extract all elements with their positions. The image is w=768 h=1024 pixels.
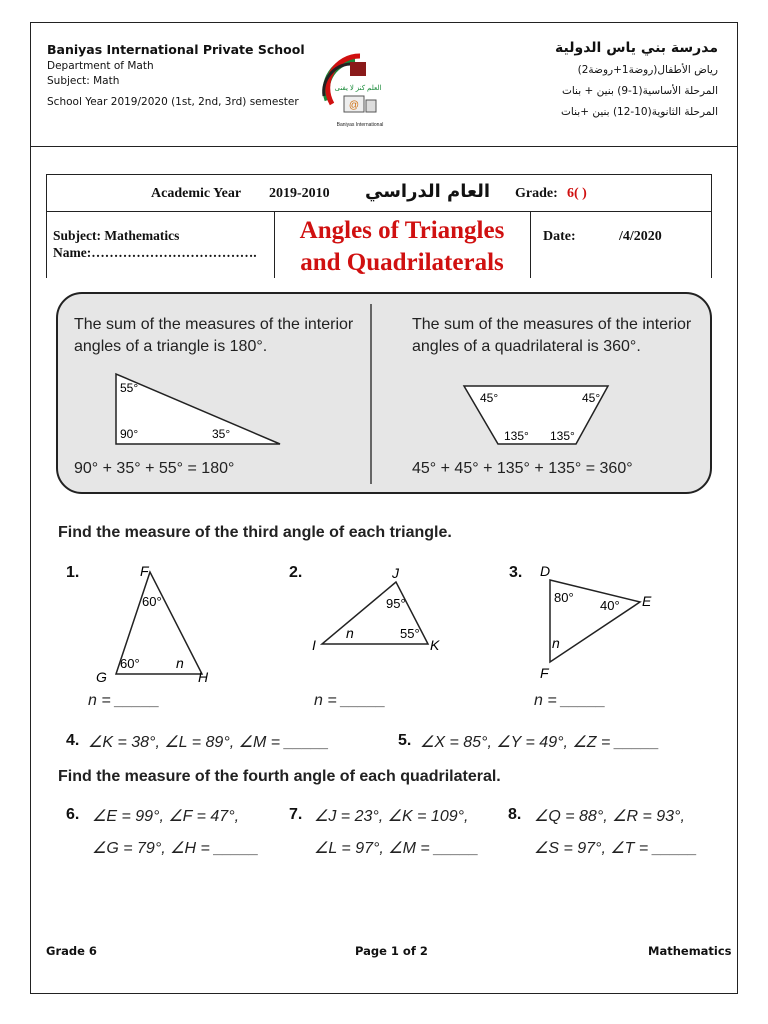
problem-6-number: 6.	[66, 806, 80, 823]
subject-line: Subject: Math	[47, 75, 120, 87]
quad-angle-3: 135°	[504, 429, 529, 443]
header-arabic	[555, 40, 718, 123]
info-table	[46, 174, 712, 278]
problem-4-text: ∠K = 38°, ∠L = 89°, ∠M = _____	[88, 734, 330, 751]
angle-label: 60°	[120, 656, 140, 671]
angle-label: 40°	[600, 598, 620, 613]
angle-label: n	[552, 635, 560, 651]
footer-grade: Grade 6	[46, 944, 97, 958]
subject-name-block	[53, 227, 257, 261]
problem-8-number: 8.	[508, 806, 522, 823]
grade-value: 6( )	[567, 186, 587, 201]
quad-angle-4: 135°	[550, 429, 575, 443]
ar-line-1: رياض الأطفال(روضة1+روضة2)	[577, 64, 718, 76]
angle-label: 60°	[142, 594, 162, 609]
vertex-label: D	[540, 563, 551, 579]
cell-divider	[530, 211, 531, 278]
vertex-label: F	[140, 563, 149, 579]
name-field: Name:……………………………….	[53, 245, 257, 260]
problem-4-number: 4.	[66, 732, 80, 749]
concept-box	[56, 292, 712, 494]
problem-7-number: 7.	[289, 806, 303, 823]
quad-rule-text	[412, 314, 691, 358]
problem-6-line-2: ∠G = 79°, ∠H = _____	[92, 840, 259, 857]
logo-caption: Baniyas International	[336, 122, 384, 128]
problem-3-answer: n = _____	[534, 692, 606, 709]
example-triangle	[108, 370, 288, 450]
problem-2-number: 2.	[289, 564, 303, 581]
ar-line-2: المرحلة الأساسية(1-9) بنين + بنات	[561, 85, 718, 97]
academic-year-ar: العام الدراسي	[365, 181, 491, 202]
triangle-angle-right: 90°	[120, 427, 139, 441]
angle-label: n	[346, 625, 354, 641]
problem-1-answer: n = _____	[88, 692, 160, 709]
subject: Subject: Mathematics	[53, 228, 180, 243]
problem-6-line-1: ∠E = 99°, ∠F = 47°,	[92, 808, 240, 825]
triangle-rule-line-1: The sum of the measures of the interior	[74, 316, 354, 333]
problem-5-number: 5.	[398, 732, 412, 749]
angle-label: 95°	[386, 596, 406, 611]
angle-label: 55°	[400, 626, 420, 641]
school-logo	[310, 40, 400, 135]
vertex-label: K	[430, 637, 440, 653]
footer-subject: Mathematics	[648, 944, 732, 958]
angle-label: n	[176, 655, 184, 671]
triangle-2	[310, 560, 460, 660]
academic-year-label: Academic Year	[151, 186, 242, 201]
vertex-label: H	[198, 669, 209, 685]
title-line-2: and Quadrilaterals	[300, 249, 504, 276]
problem-8-line-1: ∠Q = 88°, ∠R = 93°,	[534, 808, 685, 825]
problem-1-number: 1.	[66, 564, 80, 581]
quad-angle-2: 45°	[582, 391, 601, 405]
quad-rule-line-1: The sum of the measures of the interior	[412, 316, 692, 333]
problem-2-answer: n = _____	[314, 692, 386, 709]
problem-5-text: ∠X = 85°, ∠Y = 49°, ∠Z = _____	[420, 734, 660, 751]
info-row-year	[46, 174, 712, 212]
school-name-ar: مدرسة بني ياس الدولية	[555, 40, 718, 56]
school-year: School Year 2019/2020 (1st, 2nd, 3rd) semester	[47, 96, 299, 108]
vertex-label: G	[96, 669, 107, 685]
header-school-info	[47, 42, 305, 110]
problem-7-line-1: ∠J = 23°, ∠K = 109°,	[314, 808, 469, 825]
triangle-rule-text	[74, 314, 353, 358]
department: Department of Math	[47, 60, 154, 72]
triangle-1	[88, 560, 228, 690]
date-value: /4/2020	[619, 229, 662, 244]
concept-divider	[370, 304, 372, 484]
problem-8-line-2: ∠S = 97°, ∠T = _____	[534, 840, 698, 857]
triangle-angle-top: 55°	[120, 381, 139, 395]
problem-3-number: 3.	[509, 564, 523, 581]
quad-rule-line-2: angles of a quadrilateral is 360°.	[412, 338, 641, 355]
footer-page: Page 1 of 2	[355, 944, 428, 958]
triangle-angle-acute: 35°	[212, 427, 231, 441]
triangle-equation: 90° + 35° + 55° = 180°	[74, 460, 235, 477]
example-quadrilateral	[458, 382, 618, 448]
title-line-1: Angles of Triangles	[299, 217, 505, 244]
quad-angle-1: 45°	[480, 391, 499, 405]
info-row-subject	[46, 211, 712, 278]
vertex-label: J	[392, 565, 399, 581]
vertex-label: I	[312, 637, 316, 653]
date-label: Date:	[543, 229, 576, 244]
ar-line-3: المرحلة الثانوية(10-12) بنين +بنات	[561, 106, 718, 118]
angle-label: 80°	[554, 590, 574, 605]
section-2-heading: Find the measure of the fourth angle of each quadrilateral.	[58, 768, 501, 785]
header-divider	[30, 146, 738, 147]
quad-equation: 45° + 45° + 135° + 135° = 360°	[412, 460, 633, 477]
vertex-label: F	[540, 665, 549, 681]
vertex-label: E	[642, 593, 652, 609]
grade-label: Grade:	[515, 186, 558, 201]
school-name-en: Baniyas International Private School	[47, 42, 305, 57]
triangle-rule-line-2: angles of a triangle is 180°.	[74, 338, 268, 355]
academic-year-value: 2019-2010	[269, 186, 330, 201]
logo-text: العلم كنز لا يفنى	[334, 85, 382, 92]
triangle-3	[530, 560, 690, 690]
svg-text:@: @	[348, 100, 360, 111]
section-1-heading: Find the measure of the third angle of each triangle.	[58, 524, 452, 541]
worksheet-title	[275, 215, 529, 279]
problem-7-line-2: ∠L = 97°, ∠M = _____	[314, 840, 479, 857]
